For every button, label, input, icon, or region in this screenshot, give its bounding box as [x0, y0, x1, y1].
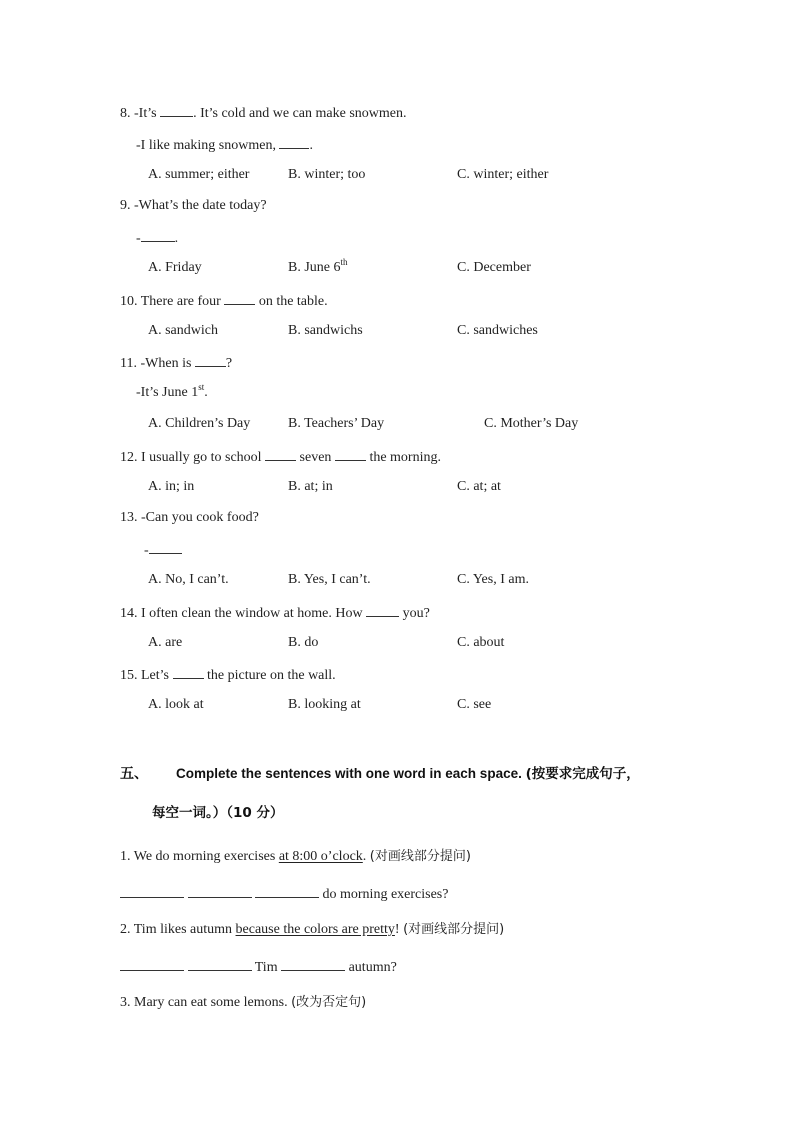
answer-blank[interactable]: [224, 291, 255, 305]
q11-line2-text: -It’s June 1: [136, 385, 199, 400]
section-5-heading-line2: 每空一词。）（10 分）: [152, 805, 284, 821]
q11-line2: [136, 384, 208, 402]
s3-stem: [120, 994, 366, 1012]
s2-underlined-part: because the colors are pretty: [235, 922, 395, 937]
s2-answer-subject: Tim: [254, 960, 278, 975]
answer-blank[interactable]: [120, 884, 184, 898]
q9-line2-text-a: -: [136, 231, 141, 246]
answer-blank[interactable]: [335, 447, 366, 461]
q12-option-b[interactable]: B. at; in: [288, 479, 333, 494]
s1-punct: .: [362, 849, 370, 864]
s3-text: 3. Mary can eat some lemons.: [120, 995, 292, 1010]
q13-stem: 13. -Can you cook food?: [120, 510, 259, 525]
q8-stem-text-a: 8. -It’s: [120, 106, 161, 121]
q14-stem: [120, 603, 430, 623]
q15-stem-text-a: 15. Let’s: [120, 668, 173, 683]
q14-stem-text-a: 14. I often clean the window at home. How: [120, 606, 367, 621]
q13-option-a[interactable]: A. No, I can’t.: [148, 572, 229, 587]
q13-line2-text: -: [144, 543, 149, 558]
q15-stem: [120, 665, 336, 685]
section-5-title-en: Complete the sentences with one word in each space.: [176, 766, 522, 781]
q14-option-a[interactable]: A. are: [148, 635, 183, 650]
q12-option-a[interactable]: A. in; in: [148, 479, 195, 494]
q9-line2-text-b: .: [174, 231, 179, 246]
q12-stem-text-b: seven: [296, 450, 335, 465]
q12-stem: [120, 447, 441, 467]
q9-option-b-sup: th: [340, 257, 348, 267]
q14-stem-text-b: you?: [399, 606, 430, 621]
s1-stem: [120, 848, 471, 866]
q12-stem-text-c: the morning.: [365, 450, 441, 465]
answer-blank[interactable]: [366, 603, 399, 617]
q11-stem: [120, 353, 232, 373]
q9-option-b[interactable]: [288, 259, 348, 277]
q10-option-a[interactable]: A. sandwich: [148, 323, 218, 338]
answer-blank[interactable]: [188, 957, 252, 971]
answer-blank[interactable]: [149, 540, 182, 554]
answer-blank[interactable]: [120, 957, 184, 971]
answer-blank[interactable]: [141, 228, 175, 242]
q8-line2-text-a: -I like making snowmen,: [136, 138, 280, 153]
q8-line2-text-b: .: [309, 138, 313, 153]
q10-option-b[interactable]: B. sandwichs: [288, 323, 363, 338]
q9-option-a[interactable]: A. Friday: [148, 260, 202, 275]
s2-answer-line: [120, 957, 397, 977]
q13-option-c[interactable]: C. Yes, I am.: [457, 572, 529, 587]
q10-stem: [120, 291, 328, 311]
q10-stem-text-b: on the table.: [255, 294, 328, 309]
q11-stem-text-b: ?: [225, 356, 233, 371]
q12-stem-text-a: 12. I usually go to school: [120, 450, 266, 465]
s2-stem: [120, 921, 504, 939]
answer-blank[interactable]: [265, 447, 296, 461]
q15-stem-text-b: the picture on the wall.: [203, 668, 336, 683]
q13-option-b[interactable]: B. Yes, I can’t.: [288, 572, 371, 587]
s2-answer-tail: autumn?: [348, 960, 397, 975]
section-5-heading: [176, 765, 640, 783]
s1-instruction: (对画线部分提问): [369, 849, 471, 864]
answer-blank[interactable]: [279, 135, 309, 149]
section-5-number: 五、: [120, 765, 148, 781]
q8-stem: [120, 103, 407, 123]
q15-option-a[interactable]: A. look at: [148, 697, 204, 712]
q8-stem-text-b: . It’s cold and we can make snowmen.: [193, 106, 407, 121]
q9-option-b-text: B. June 6: [288, 260, 341, 275]
q14-option-c[interactable]: C. about: [457, 635, 505, 650]
s1-underlined-part: at 8:00 o’clock: [278, 849, 363, 864]
answer-blank[interactable]: [195, 353, 226, 367]
answer-blank[interactable]: [281, 957, 345, 971]
s2-punct: !: [394, 922, 404, 937]
q9-line2: [136, 228, 178, 248]
q11-line2-sup: st: [198, 382, 205, 392]
s2-text: 2. Tim likes autumn: [120, 922, 236, 937]
answer-blank[interactable]: [160, 103, 193, 117]
answer-blank[interactable]: [255, 884, 319, 898]
q11-option-b[interactable]: B. Teachers’ Day: [288, 416, 385, 431]
q8-line2: [136, 135, 313, 155]
q14-option-b[interactable]: B. do: [288, 635, 319, 650]
s1-text: 1. We do morning exercises: [120, 849, 279, 864]
q15-option-c[interactable]: C. see: [457, 697, 492, 712]
q8-option-c[interactable]: C. winter; either: [457, 167, 549, 182]
answer-blank[interactable]: [173, 665, 204, 679]
section-5-title-cn: (按要求完成句子，: [525, 766, 640, 782]
answer-blank[interactable]: [188, 884, 252, 898]
q8-option-a[interactable]: A. summer; either: [148, 167, 250, 182]
q11-option-c[interactable]: C. Mother’s Day: [484, 416, 579, 431]
q9-stem: 9. -What’s the date today?: [120, 198, 267, 213]
s2-instruction: (对画线部分提问): [403, 922, 505, 937]
q10-option-c[interactable]: C. sandwiches: [457, 323, 538, 338]
q10-stem-text-a: 10. There are four: [120, 294, 225, 309]
q8-option-b[interactable]: B. winter; too: [288, 167, 366, 182]
s1-answer-line: [120, 884, 448, 904]
s1-answer-tail: do morning exercises?: [322, 887, 449, 902]
q13-line2: [144, 540, 182, 560]
q12-option-c[interactable]: C. at; at: [457, 479, 501, 494]
q11-stem-text-a: 11. -When is: [120, 356, 195, 371]
q11-line2-end: .: [204, 385, 208, 400]
q11-option-a[interactable]: A. Children’s Day: [148, 416, 251, 431]
q15-option-b[interactable]: B. looking at: [288, 697, 361, 712]
s3-instruction: (改为否定句): [291, 995, 367, 1010]
q9-option-c[interactable]: C. December: [457, 260, 531, 275]
